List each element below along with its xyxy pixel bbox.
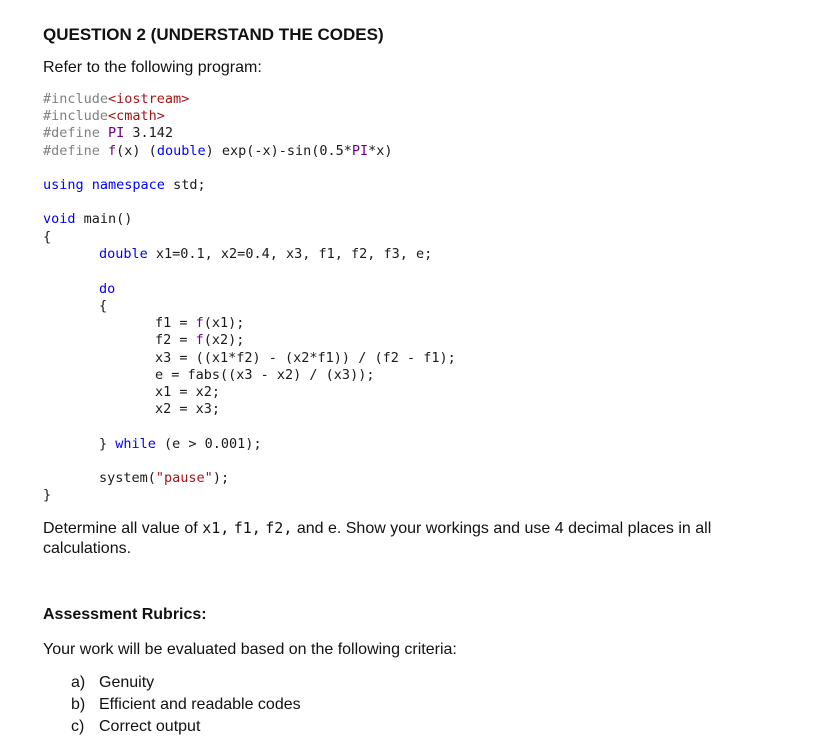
code-token: std; <box>164 177 206 193</box>
task-var: f2, <box>265 519 293 537</box>
code-line <box>43 211 132 228</box>
code-token: "pause" <box>155 470 213 486</box>
task-line-2: calculations. <box>43 540 132 557</box>
code-token: namespace <box>91 177 165 193</box>
code-token: f <box>195 332 204 348</box>
code-token: x1=0.1, x2=0.4, x3, f1, f2, f3, e; <box>147 246 433 262</box>
code-line: x2 = x3; <box>155 401 221 417</box>
code-token: double <box>99 246 148 262</box>
task-var: x1, <box>202 519 230 537</box>
code-line <box>99 470 229 487</box>
rubrics-intro: Your work will be evaluated based on the following criteria: <box>43 641 457 658</box>
code-line <box>43 91 189 108</box>
code-line <box>155 332 244 349</box>
code-token: system( <box>99 470 156 486</box>
rubric-text: Genuity <box>99 674 155 691</box>
code-token: #define <box>43 125 109 141</box>
code-token <box>84 177 92 193</box>
code-token: (x1); <box>203 315 245 331</box>
rubric-text: Efficient and readable codes <box>99 696 301 713</box>
code-token: double <box>156 143 206 159</box>
task-text: and e. Show your workings and use 4 decimal places in all <box>292 520 712 537</box>
rubric-label: a) <box>71 674 86 691</box>
code-token: <cmath> <box>108 108 165 124</box>
code-token: f <box>108 143 117 159</box>
code-token: (e > 0.001); <box>155 436 262 452</box>
task-line-1 <box>43 519 711 538</box>
code-token: PI <box>108 125 125 141</box>
code-token: 3.142 <box>124 125 174 141</box>
code-line: e = fabs((x3 - x2) / (x3)); <box>155 367 375 383</box>
code-token: f1 = <box>155 315 196 331</box>
rubric-item <box>71 716 200 738</box>
code-token: void <box>43 211 76 227</box>
code-token: PI <box>351 143 369 159</box>
code-token: (x) ( <box>116 143 157 159</box>
code-token: main() <box>75 211 133 227</box>
rubrics-title: Assessment Rubrics: <box>43 606 207 623</box>
code-line <box>43 108 165 125</box>
code-line: x3 = ((x1*f2) - (x2*f1)) / (f2 - f1); <box>155 350 456 366</box>
code-token: using <box>43 177 84 193</box>
code-line <box>155 315 244 332</box>
code-token: while <box>115 436 156 452</box>
code-token: ) exp(-x)-sin(0.5* <box>205 143 352 159</box>
task-text: Determine all value of <box>43 520 203 537</box>
code-line <box>43 143 393 160</box>
code-line <box>99 246 432 263</box>
code-token: <iostream> <box>108 91 190 107</box>
task-var: f1, <box>233 519 261 537</box>
code-line: } <box>43 487 52 503</box>
code-token: ); <box>212 470 230 486</box>
rubric-item <box>71 694 301 716</box>
code-token: } <box>99 436 116 452</box>
question-title: QUESTION 2 (UNDERSTAND THE CODES) <box>43 25 384 44</box>
code-line: do <box>99 281 116 297</box>
code-token: f <box>195 315 204 331</box>
rubric-text: Correct output <box>99 718 201 735</box>
code-line <box>43 125 173 142</box>
code-line: { <box>43 229 52 245</box>
code-line: { <box>99 298 108 314</box>
code-token: #include <box>43 91 109 107</box>
rubric-label: c) <box>71 718 85 735</box>
code-token: #include <box>43 108 109 124</box>
code-token: f2 = <box>155 332 196 348</box>
code-line <box>43 177 206 194</box>
rubric-item <box>71 672 154 694</box>
code-token: *x) <box>368 143 393 159</box>
code-line: x1 = x2; <box>155 384 221 400</box>
rubric-label: b) <box>71 696 86 713</box>
code-line <box>99 436 262 453</box>
question-intro: Refer to the following program: <box>43 59 262 76</box>
code-token: (x2); <box>203 332 245 348</box>
code-token: #define <box>43 143 109 159</box>
